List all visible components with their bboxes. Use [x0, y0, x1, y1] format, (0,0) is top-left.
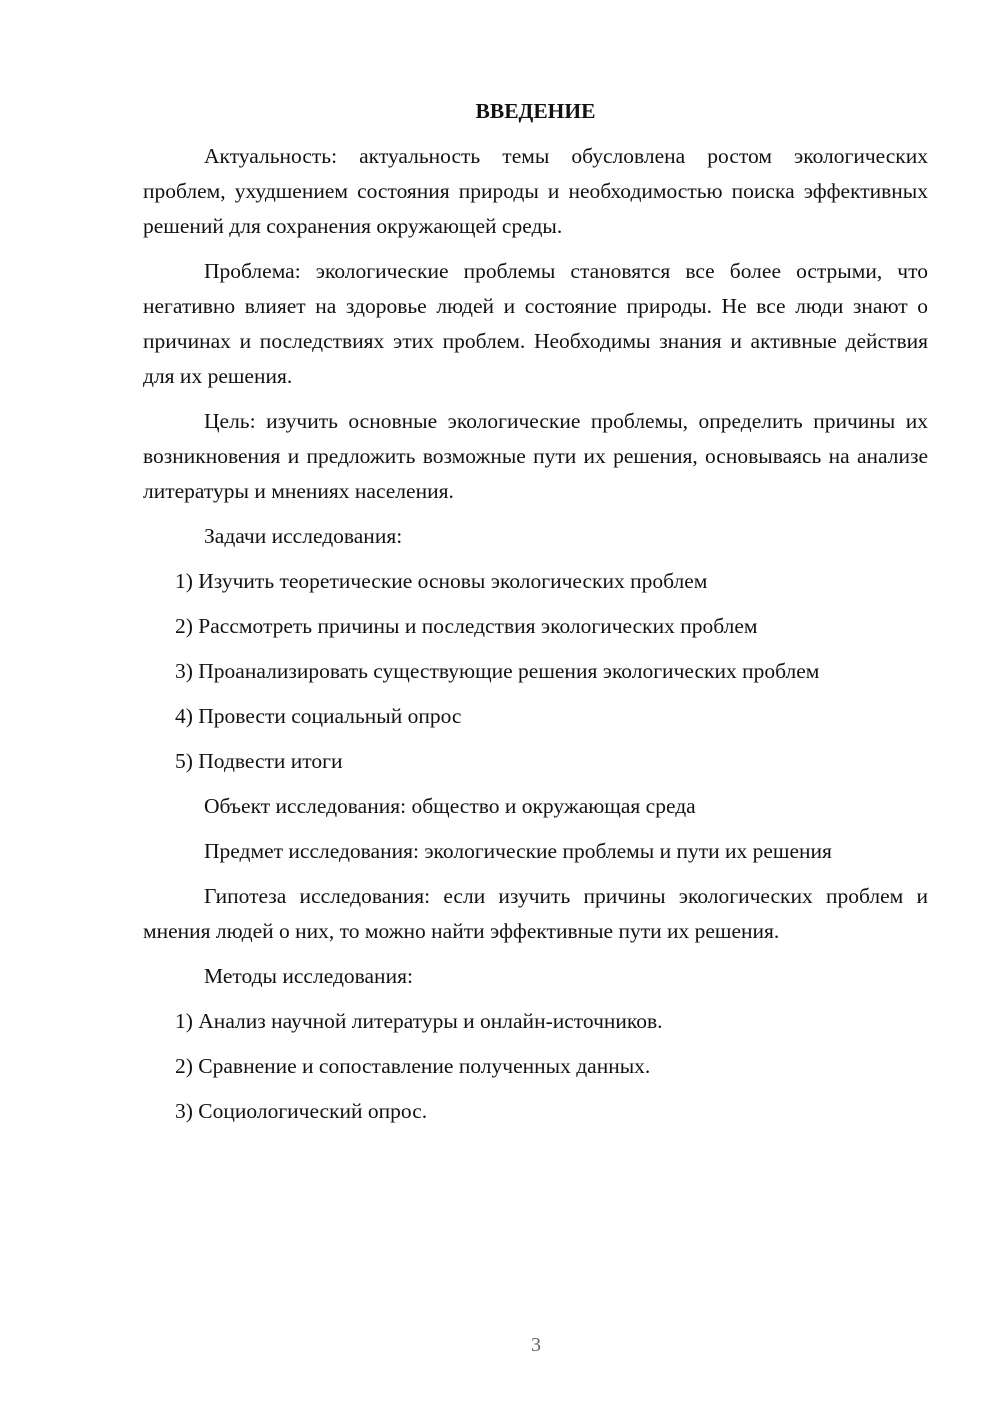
- page-number: 3: [531, 1334, 541, 1356]
- paragraph-subject: Предмет исследования: экологические проблемы и пути их решения: [204, 839, 832, 863]
- method-item-3: 3) Социологический опрос.: [175, 1099, 428, 1123]
- paragraph-hypothesis: Гипотеза исследования: если изучить причины экологических проблем и мнения людей о них, то можно найти эффективные пути их решения.: [143, 884, 928, 943]
- section-title: ВВЕДЕНИЕ: [475, 99, 596, 123]
- task-item-3: 3) Проанализировать существующие решения экологических проблем: [175, 659, 820, 683]
- paragraph-relevance: Актуальность: актуальность темы обусловлена ростом экологических проблем, ухудшением состояния природы и необходимостью поиска эффективных решений для сохранения окружающей среды.: [143, 144, 928, 238]
- document-page: [143, 95, 928, 1139]
- task-item-2: 2) Рассмотреть причины и последствия экологических проблем: [175, 614, 758, 638]
- method-item-2: 2) Сравнение и сопоставление полученных данных.: [175, 1054, 651, 1078]
- tasks-heading: Задачи исследования:: [204, 524, 403, 548]
- methods-heading: Методы исследования:: [204, 964, 413, 988]
- paragraph-problem: Проблема: экологические проблемы становятся все более острыми, что негативно влияет на здоровье людей и состояние природы. Не все люди знают о причинах и последствиях этих проблем. Необходимы знания и активные действия для их решения.: [143, 259, 928, 388]
- paragraph-goal: Цель: изучить основные экологические проблемы, определить причины их возникновения и предложить возможные пути их решения, основываясь на анализе литературы и мнениях населения.: [143, 409, 928, 503]
- task-item-1: 1) Изучить теоретические основы экологических проблем: [175, 569, 708, 593]
- task-item-4: 4) Провести социальный опрос: [175, 704, 462, 728]
- paragraph-object: Объект исследования: общество и окружающая среда: [204, 794, 696, 818]
- method-item-1: 1) Анализ научной литературы и онлайн-источников.: [175, 1009, 663, 1033]
- task-item-5: 5) Подвести итоги: [175, 749, 343, 773]
